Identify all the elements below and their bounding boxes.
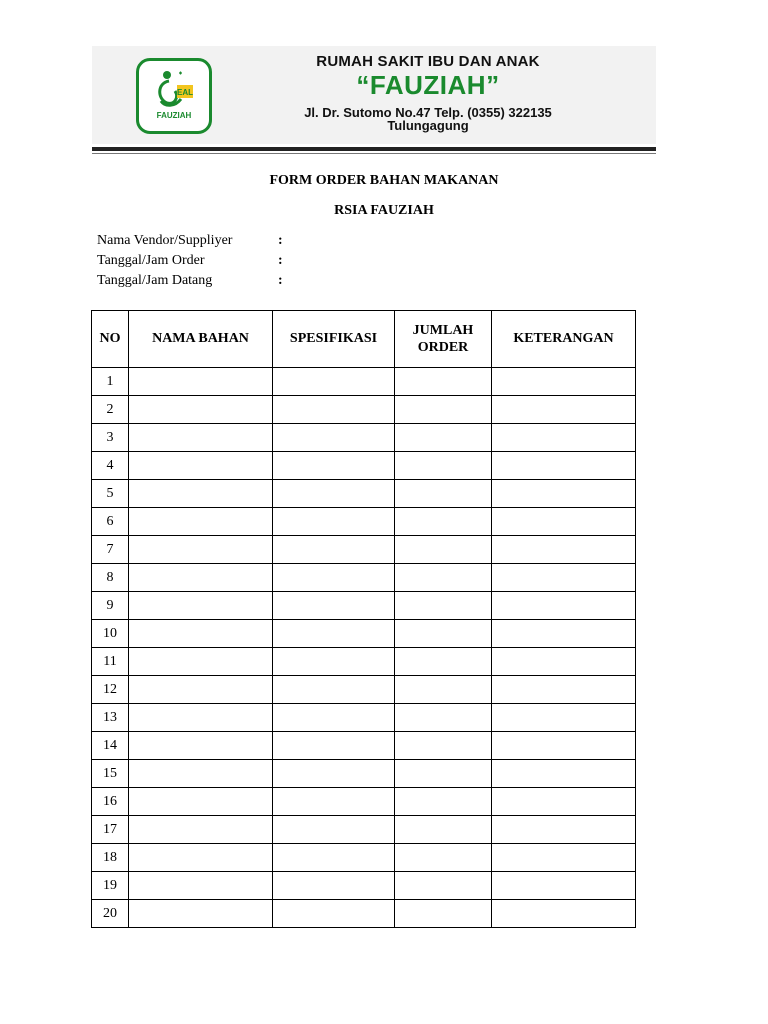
jumlah-order-cell[interactable] (395, 872, 492, 900)
row-number-cell: 13 (92, 704, 129, 732)
row-number-cell: 12 (92, 676, 129, 704)
row-number-cell: 5 (92, 480, 129, 508)
keterangan-cell[interactable] (492, 620, 636, 648)
row-number-cell: 7 (92, 536, 129, 564)
table-row (92, 620, 636, 648)
keterangan-cell[interactable] (492, 704, 636, 732)
nama-bahan-cell[interactable] (129, 788, 273, 816)
row-number-cell: 19 (92, 872, 129, 900)
jumlah-order-cell[interactable] (395, 900, 492, 928)
arrival-date-field[interactable] (97, 273, 397, 293)
spesifikasi-cell[interactable] (273, 816, 395, 844)
nama-bahan-cell[interactable] (129, 676, 273, 704)
nama-bahan-cell[interactable] (129, 704, 273, 732)
row-number-cell: 3 (92, 424, 129, 452)
nama-bahan-cell[interactable] (129, 396, 273, 424)
jumlah-order-cell[interactable] (395, 564, 492, 592)
order-table-body (92, 368, 636, 928)
table-row (92, 760, 636, 788)
table-row (92, 508, 636, 536)
header-jumlah-line1: JUMLAH (412, 323, 474, 338)
spesifikasi-cell[interactable] (273, 592, 395, 620)
jumlah-order-cell[interactable] (395, 508, 492, 536)
jumlah-order-cell[interactable] (395, 536, 492, 564)
table-row (92, 676, 636, 704)
nama-bahan-cell[interactable] (129, 368, 273, 396)
table-row (92, 536, 636, 564)
header-nama-bahan: NAMA BAHAN (129, 311, 273, 368)
spesifikasi-cell[interactable] (273, 760, 395, 788)
jumlah-order-cell[interactable] (395, 592, 492, 620)
nama-bahan-cell[interactable] (129, 508, 273, 536)
header-no: NO (92, 311, 129, 368)
jumlah-order-cell[interactable] (395, 844, 492, 872)
table-row (92, 788, 636, 816)
nama-bahan-cell[interactable] (129, 536, 273, 564)
order-date-label: Tanggal/Jam Order (97, 253, 205, 268)
spesifikasi-cell[interactable] (273, 676, 395, 704)
spesifikasi-cell[interactable] (273, 368, 395, 396)
table-row (92, 480, 636, 508)
nama-bahan-cell[interactable] (129, 592, 273, 620)
keterangan-cell[interactable] (492, 452, 636, 480)
table-row (92, 452, 636, 480)
hospital-city: Tulungagung (387, 118, 469, 133)
table-row (92, 900, 636, 928)
nama-bahan-cell[interactable] (129, 760, 273, 788)
keterangan-cell[interactable] (492, 424, 636, 452)
arrival-date-label: Tanggal/Jam Datang (97, 273, 213, 288)
order-date-separator: : (278, 253, 283, 268)
nama-bahan-cell[interactable] (129, 424, 273, 452)
row-number-cell: 15 (92, 760, 129, 788)
jumlah-order-cell[interactable] (395, 424, 492, 452)
keterangan-cell[interactable] (492, 732, 636, 760)
table-row (92, 564, 636, 592)
row-number-cell: 11 (92, 648, 129, 676)
spesifikasi-cell[interactable] (273, 872, 395, 900)
keterangan-cell[interactable] (492, 872, 636, 900)
jumlah-order-cell[interactable] (395, 648, 492, 676)
spesifikasi-cell[interactable] (273, 900, 395, 928)
table-row (92, 592, 636, 620)
spesifikasi-cell[interactable] (273, 564, 395, 592)
row-number-cell: 1 (92, 368, 129, 396)
keterangan-cell[interactable] (492, 564, 636, 592)
jumlah-order-cell[interactable] (395, 452, 492, 480)
jumlah-order-cell[interactable] (395, 396, 492, 424)
table-row (92, 648, 636, 676)
form-title: FORM ORDER BAHAN MAKANAN (269, 173, 499, 188)
table-row (92, 368, 636, 396)
nama-bahan-cell[interactable] (129, 732, 273, 760)
row-number-cell: 8 (92, 564, 129, 592)
jumlah-order-cell[interactable] (395, 480, 492, 508)
row-number-cell: 4 (92, 452, 129, 480)
table-row (92, 704, 636, 732)
form-info-fields (97, 233, 397, 293)
spesifikasi-cell[interactable] (273, 452, 395, 480)
letterhead-divider-thin (92, 153, 656, 154)
jumlah-order-cell[interactable] (395, 732, 492, 760)
table-row (92, 844, 636, 872)
hospital-logo (136, 58, 212, 134)
jumlah-order-cell[interactable] (395, 816, 492, 844)
nama-bahan-cell[interactable] (129, 872, 273, 900)
row-number-cell: 6 (92, 508, 129, 536)
arrival-date-separator: : (278, 273, 283, 288)
vendor-label: Nama Vendor/Suppliyer (97, 233, 233, 248)
spesifikasi-cell[interactable] (273, 620, 395, 648)
nama-bahan-cell[interactable] (129, 480, 273, 508)
keterangan-cell[interactable] (492, 368, 636, 396)
jumlah-order-cell[interactable] (395, 704, 492, 732)
row-number-cell: 9 (92, 592, 129, 620)
keterangan-cell[interactable] (492, 788, 636, 816)
vendor-field[interactable] (97, 233, 397, 253)
jumlah-order-cell[interactable] (395, 676, 492, 704)
spesifikasi-cell[interactable] (273, 396, 395, 424)
jumlah-order-cell[interactable] (395, 620, 492, 648)
spesifikasi-cell[interactable] (273, 480, 395, 508)
row-number-cell: 10 (92, 620, 129, 648)
spesifikasi-cell[interactable] (273, 424, 395, 452)
spesifikasi-cell[interactable] (273, 788, 395, 816)
header-jumlah-line2: ORDER (417, 340, 469, 355)
keterangan-cell[interactable] (492, 816, 636, 844)
table-row (92, 872, 636, 900)
keterangan-cell[interactable] (492, 900, 636, 928)
keterangan-cell[interactable] (492, 648, 636, 676)
form-subtitle: RSIA FAUZIAH (334, 203, 434, 218)
nama-bahan-cell[interactable] (129, 816, 273, 844)
keterangan-cell[interactable] (492, 592, 636, 620)
spesifikasi-cell[interactable] (273, 844, 395, 872)
nama-bahan-cell[interactable] (129, 564, 273, 592)
header-keterangan: KETERANGAN (492, 311, 636, 368)
table-row (92, 816, 636, 844)
order-date-field[interactable] (97, 253, 397, 273)
table-row (92, 396, 636, 424)
keterangan-cell[interactable] (492, 396, 636, 424)
header-spesifikasi: SPESIFIKASI (273, 311, 395, 368)
svg-text:EAL: EAL (177, 88, 193, 97)
letterhead-divider-thick (92, 147, 656, 151)
row-number-cell: 2 (92, 396, 129, 424)
jumlah-order-cell[interactable] (395, 788, 492, 816)
nama-bahan-cell[interactable] (129, 844, 273, 872)
nama-bahan-cell[interactable] (129, 620, 273, 648)
spesifikasi-cell[interactable] (273, 732, 395, 760)
row-number-cell: 17 (92, 816, 129, 844)
mother-child-icon (139, 61, 209, 131)
spesifikasi-cell[interactable] (273, 536, 395, 564)
nama-bahan-cell[interactable] (129, 900, 273, 928)
spesifikasi-cell[interactable] (273, 704, 395, 732)
keterangan-cell[interactable] (492, 760, 636, 788)
table-header-row (92, 311, 636, 368)
spesifikasi-cell[interactable] (273, 648, 395, 676)
nama-bahan-cell[interactable] (129, 648, 273, 676)
table-row (92, 732, 636, 760)
keterangan-cell[interactable] (492, 844, 636, 872)
keterangan-cell[interactable] (492, 676, 636, 704)
vendor-separator: : (278, 233, 283, 248)
jumlah-order-cell[interactable] (395, 368, 492, 396)
keterangan-cell[interactable] (492, 480, 636, 508)
hospital-name: RUMAH SAKIT IBU DAN ANAK (316, 53, 540, 70)
row-number-cell: 18 (92, 844, 129, 872)
hospital-address: Jl. Dr. Sutomo No.47 Telp. (0355) 322135 (304, 105, 552, 120)
order-table (91, 310, 636, 928)
logo-text: FAUZIAH (156, 111, 192, 120)
table-row (92, 424, 636, 452)
brand-name: “FAUZIAH” (356, 70, 500, 100)
row-number-cell: 14 (92, 732, 129, 760)
keterangan-cell[interactable] (492, 508, 636, 536)
header-jumlah-order (395, 311, 492, 368)
row-number-cell: 16 (92, 788, 129, 816)
row-number-cell: 20 (92, 900, 129, 928)
jumlah-order-cell[interactable] (395, 760, 492, 788)
keterangan-cell[interactable] (492, 536, 636, 564)
spesifikasi-cell[interactable] (273, 508, 395, 536)
nama-bahan-cell[interactable] (129, 452, 273, 480)
